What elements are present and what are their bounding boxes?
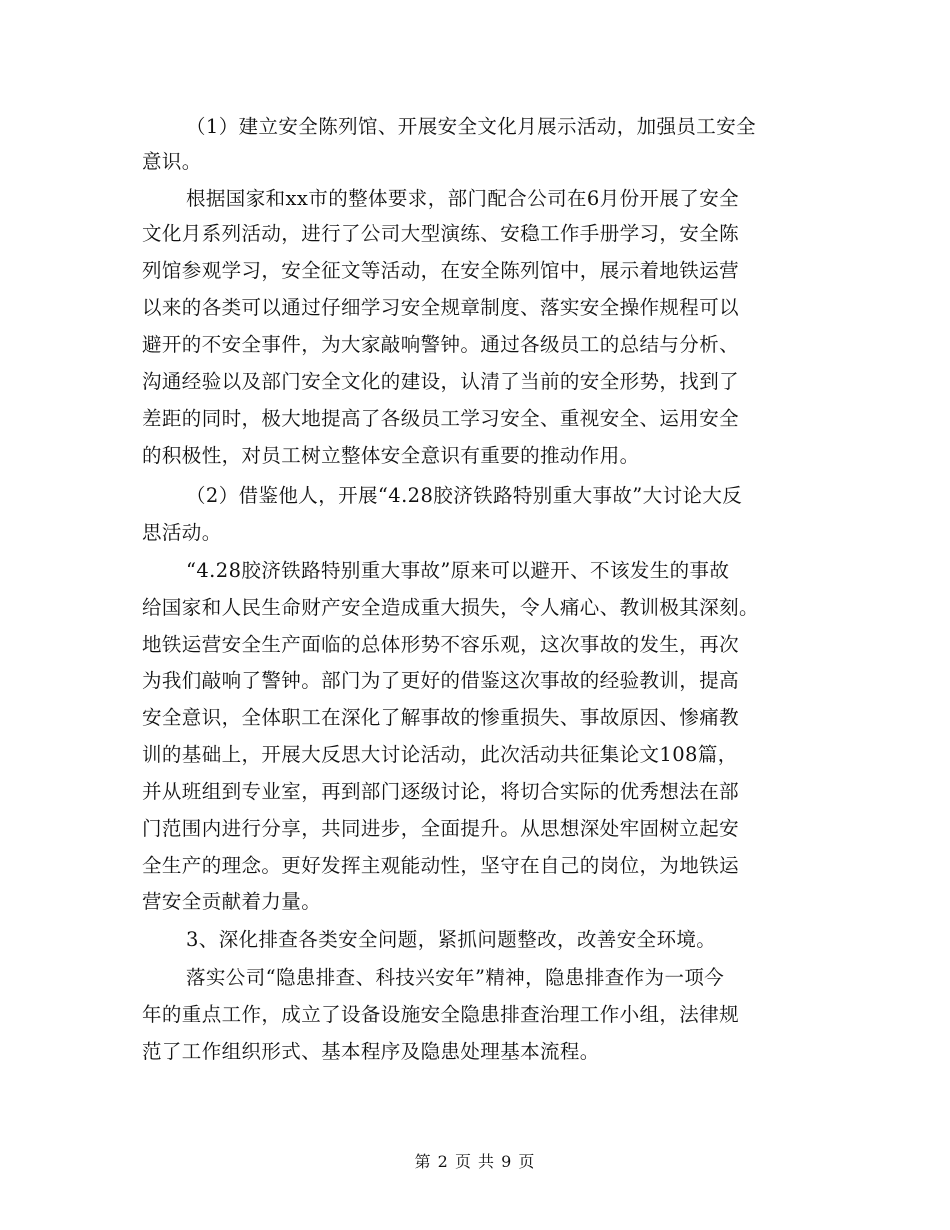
text-line: 全生产的理念。更好发挥主观能动性，坚守在自己的岗位，为地铁运	[142, 854, 740, 877]
section-heading: 3、深化排查各类安全问题，紧抓问题整改，改善安全环境。	[186, 928, 717, 951]
text-line: 差距的同时，极大地提高了各级员工学习安全、重视安全、运用安全	[142, 407, 740, 430]
text-line: 门范围内进行分享，共同进步，全面提升。从思想深处牢固树立起安	[142, 817, 740, 840]
text-line: 并从班组到专业室，再到部门逐级讨论，将切合实际的优秀想法在部	[142, 780, 740, 803]
text-line: 为我们敲响了警钟。部门为了更好的借鉴这次事故的经验教训，提高	[142, 669, 740, 692]
text-line: 营安全贡献着力量。	[142, 890, 322, 913]
text-line: 范了工作组织形式、基本程序及隐患处理基本流程。	[142, 1040, 600, 1063]
text-line: 年的重点工作，成立了设备设施安全隐患排查治理工作小组，法律规	[142, 1003, 740, 1026]
text-line: 安全意识，全体职工在深化了解事故的惨重损失、事故原因、惨痛教	[142, 706, 740, 729]
text-line: （1）建立安全陈列馆、开展安全文化月展示活动，加强员工安全	[186, 115, 757, 138]
text-line: 文化月系列活动，进行了公司大型演练、安稳工作手册学习，安全陈	[142, 222, 740, 245]
text-line: “4.28胶济铁路特别重大事故”原来可以避开、不该发生的事故	[186, 559, 730, 582]
text-line: 列馆参观学习，安全征文等活动，在安全陈列馆中，展示着地铁运营	[142, 259, 740, 282]
text-line: 根据国家和xx市的整体要求，部门配合公司在6月份开展了安全	[186, 187, 740, 210]
text-line: 地铁运营安全生产面临的总体形势不容乐观，这次事故的发生，再次	[142, 633, 740, 656]
text-line: 训的基础上，开展大反思大讨论活动，此次活动共征集论文108篇，	[142, 743, 738, 766]
text-line: 落实公司“隐患排查、科技兴安年”精神，隐患排查作为一项今	[186, 966, 725, 989]
text-line: 给国家和人民生命财产安全造成重大损失，令人痛心、教训极其深刻。	[142, 596, 759, 619]
text-line: 以来的各类可以通过仔细学习安全规章制度、落实安全操作规程可以	[142, 296, 740, 319]
text-line: 沟通经验以及部门安全文化的建设，认清了当前的安全形势，找到了	[142, 370, 740, 393]
text-line: （2）借鉴他人，开展“4.28胶济铁路特别重大事故”大讨论大反	[186, 484, 743, 507]
page-number-footer: 第 2 页 共 9 页	[414, 1152, 536, 1171]
text-line: 意识。	[142, 150, 202, 173]
text-line: 避开的不安全事件，为大家敲响警钟。通过各级员工的总结与分析、	[142, 333, 740, 356]
text-line: 的积极性，对员工树立整体安全意识有重要的推动作用。	[142, 444, 640, 467]
text-line: 思活动。	[142, 521, 222, 544]
